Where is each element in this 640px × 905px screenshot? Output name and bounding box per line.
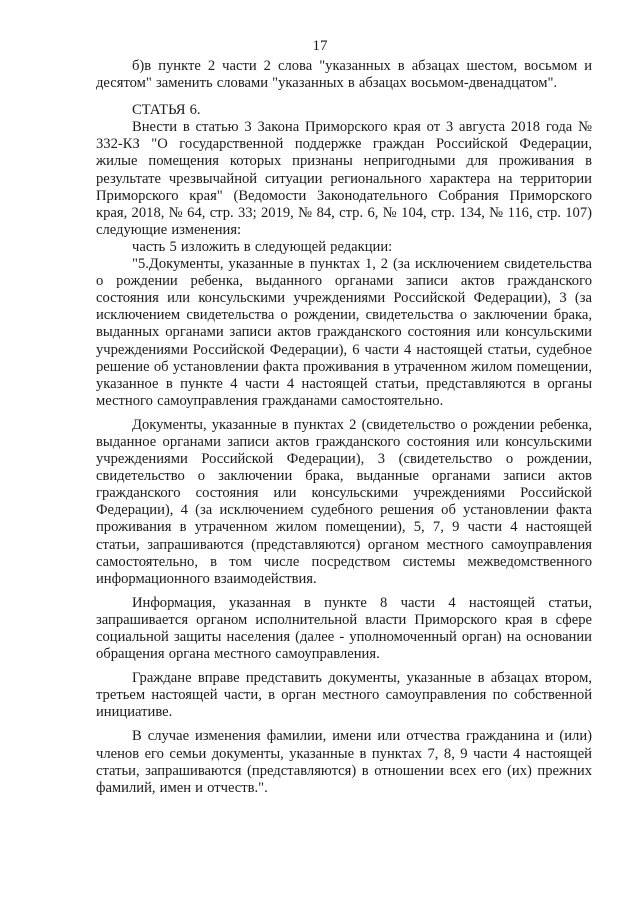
article-heading: СТАТЬЯ 6. (132, 102, 201, 119)
paragraph-part-5-text: "5.Документы, указанные в пунктах 1, 2 (за исключением свидетельства о рождении ребенка, выданного органами записи актов гражданского состояния или консульскими учреждениями Российской Федерации), 3 (за исключением свидетельства о рождении, свидетельства о заключении брака, выданных органами записи актов гражданского состояния или консульскими учреждениями Российской Федерации), 6 части 4 настоящей статьи, судебное решение об установлении факта проживания в утраченном жилом помещении, указанное в пункте 4 части 4 настоящей статьи, представляются в органы местного самоуправления гражданами самостоятельно. (96, 256, 592, 409)
paragraph-amendment-b: б)в пункте 2 части 2 слова "указанных в абзацах шестом, восьмом и десятом" заменить словами "указанных в абзацах восьмом-двенадцатом". (96, 58, 592, 92)
paragraph-part-5-instruction: часть 5 изложить в следующей редакции: (132, 238, 393, 255)
paragraph-information-requested: Информация, указанная в пункте 8 части 4 настоящей статьи, запрашивается органом исполнительной власти Приморского края в сфере социальной защиты населения (далее - уполномоченный орган) на основании обращения органа местного самоуправления. (96, 594, 592, 663)
paragraph-name-change: В случае изменения фамилии, имени или отчества гражданина и (или) членов его семьи документы, указанные в пунктах 7, 8, 9 части 4 настоящей статьи, запрашиваются (представляются) в отношении всех его (их) прежних фамилий, имен и отчеств.". (96, 728, 592, 796)
page-number: 17 (312, 38, 328, 54)
paragraph-citizens-right: Граждане вправе представить документы, указанные в абзацах втором, третьем настоящей части, в орган местного самоуправления по собственной инициативе. (96, 670, 592, 721)
paragraph-article-intro: Внести в статью 3 Закона Приморского края от 3 августа 2018 года № 332-КЗ "О государственной поддержке граждан Российской Федерации, жилые помещения которых признаны непригодными для проживания в результате чрезвычайной ситуации регионального характера на территории Приморского края" (Ведомости Законодательного Собрания Приморского края, 2018, № 64, стр. 33; 2019, № 84, стр. 6, № 104, стр. 134, № 116, стр. 107) следующие изменения: (96, 119, 592, 238)
paragraph-documents-requested: Документы, указанные в пунктах 2 (свидетельство о рождении ребенка, выданное органами записи актов гражданского состояния или консульскими учреждениями Российской Федерации), 3 (свидетельство о рождении, свидетельство о заключении брака, выданные органами записи актов гражданского состояния или консульскими учреждениями Российской Федерации), 4 (за исключением судебного решения об установлении факта проживания в утраченном жилом помещении), 5, 7, 9 части 4 настоящей статьи, запрашиваются (представляются) органом местного самоуправления самостоятельно, в том числе посредством системы межведомственного информационного взаимодействия. (96, 416, 592, 587)
document-body (96, 58, 592, 797)
